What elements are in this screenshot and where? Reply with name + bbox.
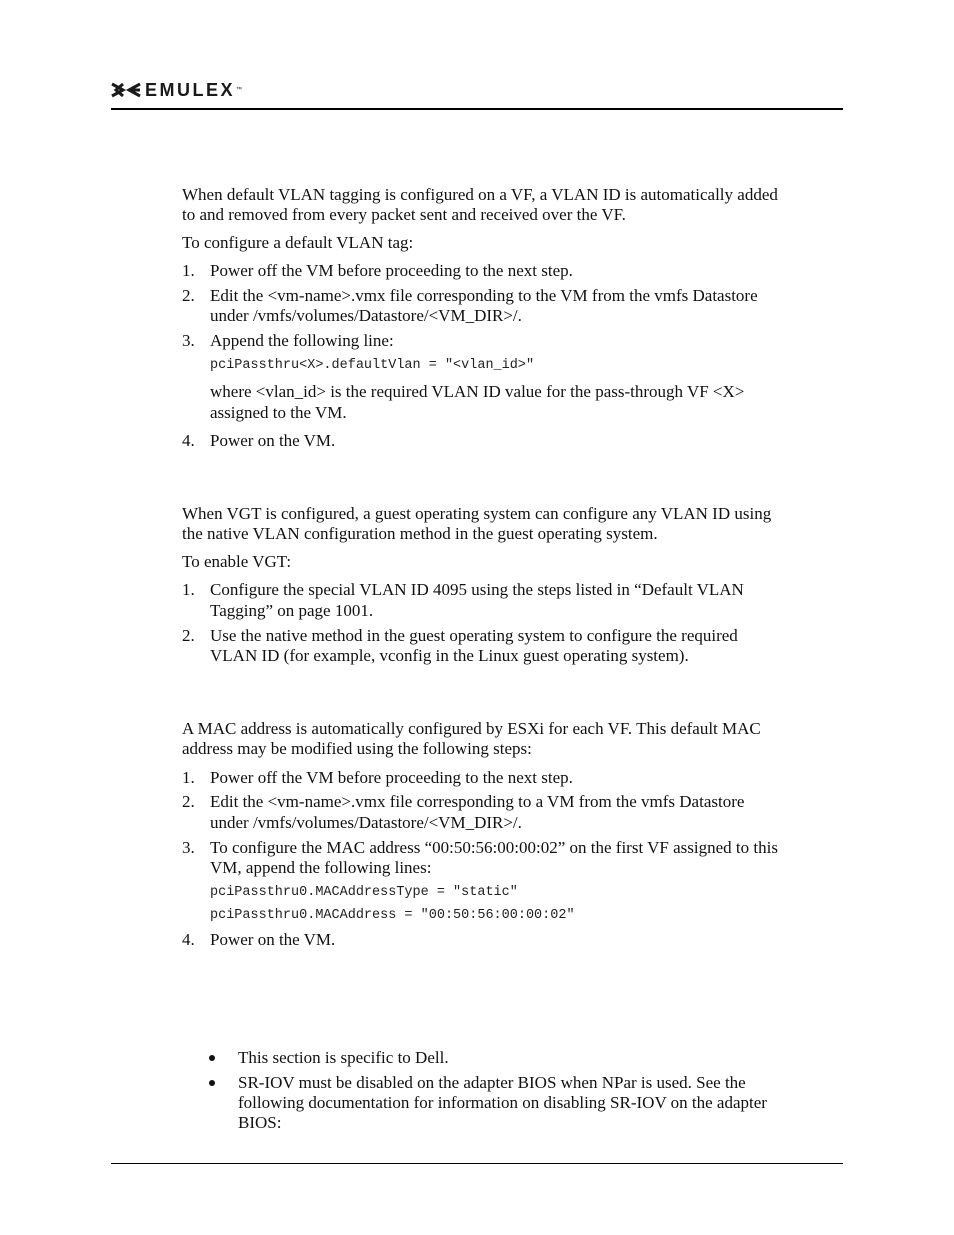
header-rule bbox=[111, 108, 843, 110]
trademark-symbol: ™ bbox=[236, 87, 243, 93]
vgt-lead: To enable VGT: bbox=[182, 552, 292, 571]
code-line: pciPassthru0.MACAddress = "00:50:56:00:00:02" bbox=[210, 908, 575, 923]
step-number: 3. bbox=[182, 331, 195, 350]
step-number: 1. bbox=[182, 261, 195, 280]
step-number: 1. bbox=[182, 768, 195, 787]
bullet-marker bbox=[209, 1080, 215, 1086]
step-number: 1. bbox=[182, 580, 195, 599]
step-text: Power off the VM before proceeding to the next step. bbox=[210, 261, 573, 280]
bullet-text-cont: BIOS: bbox=[238, 1113, 282, 1132]
step-number: 4. bbox=[182, 431, 195, 450]
bullet-text: This section is specific to Dell. bbox=[238, 1048, 449, 1067]
footer-rule bbox=[111, 1163, 843, 1164]
step-number: 2. bbox=[182, 792, 195, 811]
bullet-marker bbox=[209, 1055, 215, 1061]
step-text-cont: under /vmfs/volumes/Datastore/<VM_DIR>/. bbox=[210, 813, 522, 832]
default-vlan-lead: To configure a default VLAN tag: bbox=[182, 233, 414, 252]
step-text: Power on the VM. bbox=[210, 431, 336, 450]
bullet-text-cont: following documentation for information on disabling SR-IOV on the adapter bbox=[238, 1093, 767, 1112]
emulex-logo-icon bbox=[111, 82, 141, 98]
step-note-cont: assigned to the VM. bbox=[210, 403, 347, 422]
step-text-cont: VM, append the following lines: bbox=[210, 858, 432, 877]
step-text: Use the native method in the guest operating system to configure the required bbox=[210, 626, 738, 645]
vgt-intro-line1: When VGT is configured, a guest operating system can configure any VLAN ID using bbox=[182, 504, 772, 523]
vgt-intro-line2: the native VLAN configuration method in the guest operating system. bbox=[182, 524, 658, 543]
mac-intro-line1: A MAC address is automatically configured by ESXi for each VF. This default MAC bbox=[182, 719, 761, 738]
step-text: Power on the VM. bbox=[210, 930, 336, 949]
step-text-cont: under /vmfs/volumes/Datastore/<VM_DIR>/. bbox=[210, 306, 522, 325]
step-text: Power off the VM before proceeding to the next step. bbox=[210, 768, 573, 787]
step-text: Configure the special VLAN ID 4095 using the steps listed in “Default VLAN bbox=[210, 580, 744, 599]
emulex-logo bbox=[111, 80, 242, 100]
step-number: 2. bbox=[182, 626, 195, 645]
step-text-cont: Tagging” on page 1001. bbox=[210, 601, 374, 620]
step-text: To configure the MAC address “00:50:56:00:00:02” on the first VF assigned to this bbox=[210, 838, 778, 857]
mac-intro-line2: address may be modified using the following steps: bbox=[182, 739, 532, 758]
step-text: Edit the <vm-name>.vmx file corresponding to the VM from the vmfs Datastore bbox=[210, 286, 758, 305]
code-line: pciPassthru0.MACAddressType = "static" bbox=[210, 885, 518, 900]
brand-name: EMULEX bbox=[145, 80, 236, 100]
step-number: 2. bbox=[182, 286, 195, 305]
step-number: 4. bbox=[182, 930, 195, 949]
step-number: 3. bbox=[182, 838, 195, 857]
step-text-cont: VLAN ID (for example, vconfig in the Linux guest operating system). bbox=[210, 646, 689, 665]
default-vlan-intro-line2: to and removed from every packet sent and received over the VF. bbox=[182, 205, 626, 224]
bullet-text: SR-IOV must be disabled on the adapter BIOS when NPar is used. See the bbox=[238, 1073, 746, 1092]
step-text: Append the following line: bbox=[210, 331, 394, 350]
default-vlan-intro-line1: When default VLAN tagging is configured on a VF, a VLAN ID is automatically added bbox=[182, 185, 778, 204]
code-line: pciPassthru<X>.defaultVlan = "<vlan_id>" bbox=[210, 358, 535, 373]
step-text: Edit the <vm-name>.vmx file corresponding to a VM from the vmfs Datastore bbox=[210, 792, 745, 811]
step-note: where <vlan_id> is the required VLAN ID value for the pass-through VF <X> bbox=[210, 382, 745, 401]
